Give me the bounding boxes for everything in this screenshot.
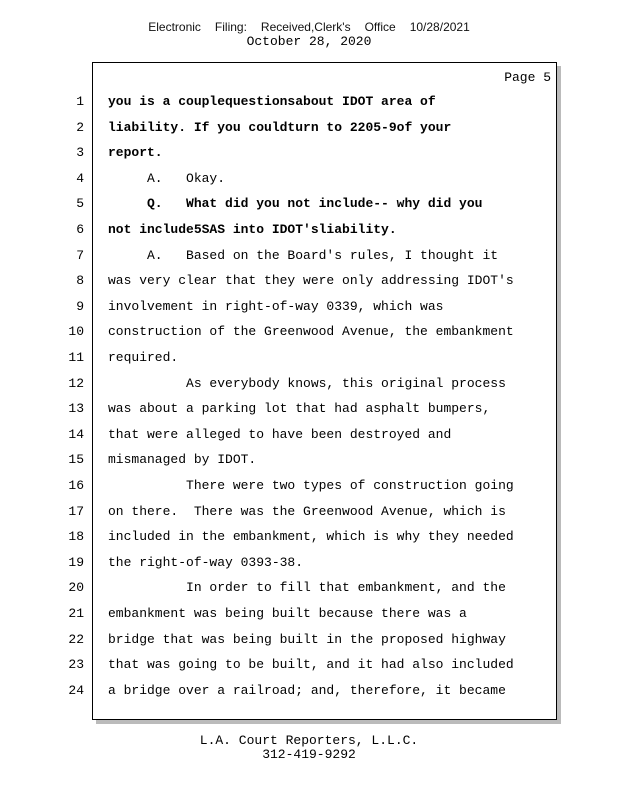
transcript-line (0, 94, 618, 112)
line-number: 17 (68, 503, 84, 519)
transcript-line (0, 427, 618, 445)
transcript-line (0, 529, 618, 547)
line-number: 3 (76, 145, 84, 161)
filing-date: 10/28/2021 (409, 20, 470, 34)
line-text: construction of the Greenwood Avenue, the embankment (108, 324, 514, 340)
line-text: As everybody knows, this original process (108, 375, 506, 391)
transcript-date: October 28, 2020 (246, 34, 372, 49)
line-text: bridge that was being built in the proposed highway (108, 631, 506, 647)
transcript-line (0, 222, 618, 240)
line-text: report. (108, 145, 163, 161)
line-text: not include5SAS into IDOT'sliability. (108, 222, 397, 237)
filing-stamp (0, 20, 618, 34)
line-number: 18 (68, 529, 84, 545)
transcript-line (0, 657, 618, 675)
transcript-line (0, 555, 618, 573)
line-number: 13 (68, 401, 84, 417)
transcript-line (0, 504, 618, 522)
line-text: on there. There was the Greenwood Avenue, which is (108, 503, 506, 519)
line-text: included in the embankment, which is why they needed (108, 529, 514, 545)
transcript-line (0, 606, 618, 624)
line-text: There were two types of construction going (108, 478, 514, 493)
transcript-line (0, 248, 618, 266)
line-number: 12 (68, 375, 84, 391)
line-number: 11 (68, 350, 84, 365)
transcript-line (0, 401, 618, 419)
line-text: you is a couplequestionsabout IDOT area of (108, 94, 436, 109)
line-number: 8 (76, 273, 84, 289)
line-text: was very clear that they were only addressing IDOT's (108, 273, 514, 289)
line-text: that was going to be built, and it had also included (108, 657, 514, 673)
line-number: 15 (68, 452, 84, 468)
line-text: a bridge over a railroad; and, therefore, it became (108, 682, 506, 698)
filing-word: Electronic (148, 20, 201, 34)
transcript-line (0, 683, 618, 701)
line-number: 14 (68, 426, 84, 442)
line-number: 1 (76, 94, 84, 109)
line-text: mismanaged by IDOT. (108, 452, 257, 468)
footer-phone: 312-419-9292 (262, 747, 356, 762)
line-text: embankment was being built because there was a (108, 606, 467, 621)
line-text: liability. If you couldturn to 2205-9of your (108, 119, 452, 135)
line-text: A. Based on the Board's rules, I thought it (108, 247, 499, 263)
filing-word: Office (364, 20, 396, 34)
line-number: 9 (76, 298, 84, 314)
footer-company: L.A. Court Reporters, L.L.C. (199, 733, 419, 748)
line-text: was about a parking lot that had asphalt bumpers, (108, 401, 491, 417)
line-number: 24 (68, 682, 84, 698)
transcript-line (0, 273, 618, 291)
line-number: 16 (68, 478, 84, 493)
transcript-line (0, 632, 618, 650)
line-text: Q. What did you not include-- why did you (108, 196, 483, 212)
transcript-line (0, 376, 618, 394)
filing-word: Filing: (214, 20, 247, 34)
line-text: In order to fill that embankment, and the (108, 580, 506, 596)
line-number: 23 (68, 657, 84, 673)
line-text: that were alleged to have been destroyed and (108, 426, 452, 442)
filing-word: Received,Clerk's (260, 20, 351, 34)
line-text: A. Okay. (108, 170, 226, 186)
transcript-line (0, 171, 618, 189)
line-number: 5 (76, 196, 84, 212)
line-number: 10 (68, 324, 84, 340)
line-text: involvement in right-of-way 0339, which was (108, 298, 444, 314)
line-number: 7 (76, 247, 84, 263)
line-number: 19 (68, 554, 84, 570)
transcript-line (0, 478, 618, 496)
transcript-line (0, 299, 618, 317)
transcript-line (0, 580, 618, 598)
transcript-line (0, 145, 618, 163)
transcript-line (0, 120, 618, 138)
transcript-line (0, 452, 618, 470)
transcript-line (0, 324, 618, 342)
line-number: 22 (68, 631, 84, 647)
page-number: Page 5 (504, 70, 551, 85)
line-number: 4 (76, 170, 84, 186)
line-number: 21 (68, 606, 84, 621)
line-number: 6 (76, 222, 84, 237)
transcript-line (0, 350, 618, 368)
line-number: 20 (68, 580, 84, 596)
line-number: 2 (76, 119, 84, 135)
line-text: required. (108, 350, 179, 365)
line-text: the right-of-way 0393-38. (108, 554, 304, 570)
transcript-line (0, 196, 618, 214)
